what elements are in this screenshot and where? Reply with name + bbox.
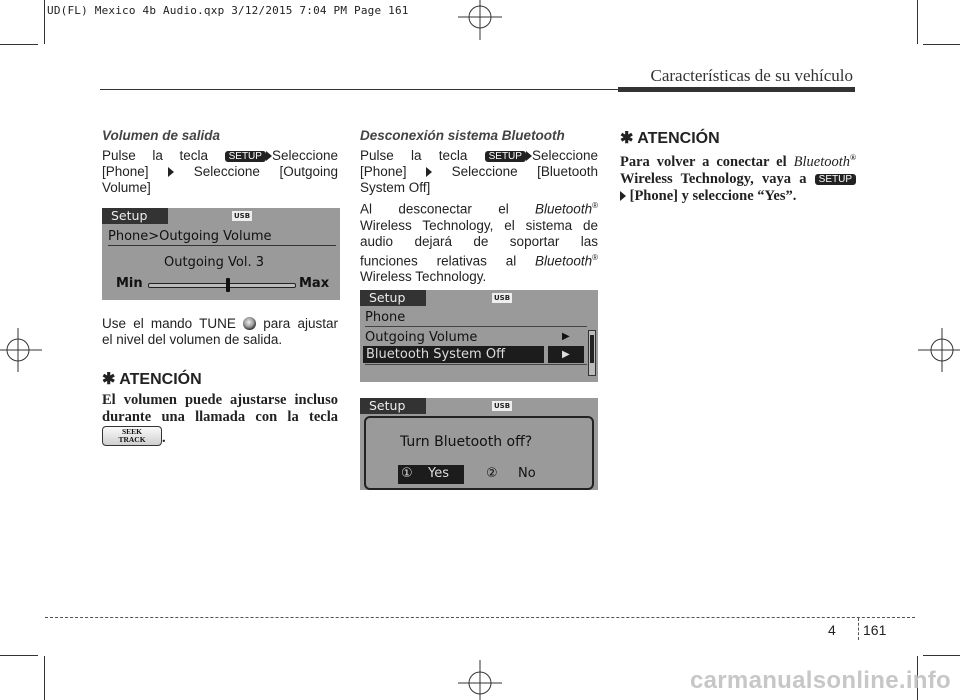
bluetooth-off-paragraph: Pulse la tecla SETUP Seleccione [Phone] Seleccione [Bluetooth System Off] xyxy=(360,148,598,195)
bluetooth-note-paragraph: Al desconectar el Bluetooth® Wireless Technology, el sistema de audio dejará de soportar las funciones relativas al Bluetooth® Wireless Technology. xyxy=(360,201,598,284)
chapter-number: 4 xyxy=(828,622,836,638)
confirm-question: Turn Bluetooth off? xyxy=(400,434,533,450)
setup-key-icon: SETUP xyxy=(485,151,526,162)
yes-option: ① Yes xyxy=(398,465,464,484)
number-1-icon: ① xyxy=(401,466,413,481)
tune-knob-icon xyxy=(243,317,256,330)
registration-mark-top xyxy=(455,0,505,40)
reconnect-note: Para volver a conectar el Bluetooth® Wireless Technology, vaya a SETUP [Phone] y seleccione “Yes”. xyxy=(620,153,856,204)
arrow-right-icon: ▶ xyxy=(562,331,570,342)
attention-icon: ✱ xyxy=(620,130,634,147)
volume-heading: Volumen de salida xyxy=(102,128,221,143)
volume-slider-track xyxy=(148,283,296,288)
volume-paragraph: Pulse la tecla SETUP Seleccione [Phone] Seleccione [Outgoing Volume] xyxy=(102,148,338,195)
phone-menu-screen xyxy=(360,290,598,382)
setup-key-icon: SETUP xyxy=(225,151,266,162)
number-2-icon: ② xyxy=(486,466,498,481)
arrow-icon xyxy=(620,191,626,201)
arrow-right-icon: ▶ xyxy=(562,349,570,360)
seek-track-key-icon: SEEK TRACK xyxy=(102,426,162,446)
volume-slider-thumb xyxy=(226,278,230,292)
tune-paragraph: Use el mando TUNE para ajustar el nivel del volumen de salida. xyxy=(102,316,338,347)
registration-mark-bottom xyxy=(455,660,505,700)
screen-bar-label: Setup xyxy=(102,208,168,224)
header-rule-thick xyxy=(618,87,855,92)
volume-value-label: Outgoing Vol. 3 xyxy=(164,255,264,270)
watermark: carmanualsonline.info xyxy=(690,667,952,694)
page-number: 161 xyxy=(863,622,887,638)
arrow-icon xyxy=(426,167,432,177)
setup-key-icon: SETUP xyxy=(815,174,856,185)
scrollbar xyxy=(588,330,596,376)
print-info-line: UD(FL) Mexico 4b Audio.qxp 3/12/2015 7:04 PM Page 161 xyxy=(47,4,409,17)
attention-icon: ✱ xyxy=(102,371,116,388)
attention-heading-2: ✱ ATENCIÓN xyxy=(620,130,720,147)
scrollbar-thumb xyxy=(590,335,594,363)
usb-badge: USB xyxy=(494,402,511,410)
outgoing-volume-screen xyxy=(102,208,340,300)
menu-item-bluetooth-system-off: Bluetooth System Off xyxy=(363,346,544,363)
turn-bluetooth-off-screen xyxy=(360,398,598,490)
registration-mark-left xyxy=(0,325,42,375)
page-separator xyxy=(858,618,859,640)
usb-badge: USB xyxy=(494,294,511,302)
min-label: Min xyxy=(116,276,143,291)
footer-rule xyxy=(45,617,915,618)
chapter-title: Características de su vehículo xyxy=(650,66,853,85)
max-label: Max xyxy=(299,276,330,291)
bluetooth-off-heading: Desconexión sistema Bluetooth xyxy=(360,128,565,143)
attention-heading-1: ✱ ATENCIÓN xyxy=(102,371,202,388)
menu-item-outgoing-volume: Outgoing Volume xyxy=(365,330,478,345)
usb-badge: USB xyxy=(234,212,251,220)
screen-bar-label: Setup xyxy=(360,290,426,306)
volume-warning: El volumen puede ajustarse incluso durante una llamada con la tecla SEEK TRACK . xyxy=(102,392,338,446)
registration-mark-right xyxy=(918,325,960,375)
arrow-icon xyxy=(168,167,174,177)
menu-item-phone: Phone xyxy=(365,310,406,325)
screen-path: Phone>Outgoing Volume xyxy=(108,229,272,244)
screen-bar-label: Setup xyxy=(360,398,426,414)
header-rule xyxy=(100,89,618,90)
no-option: No xyxy=(518,466,536,481)
